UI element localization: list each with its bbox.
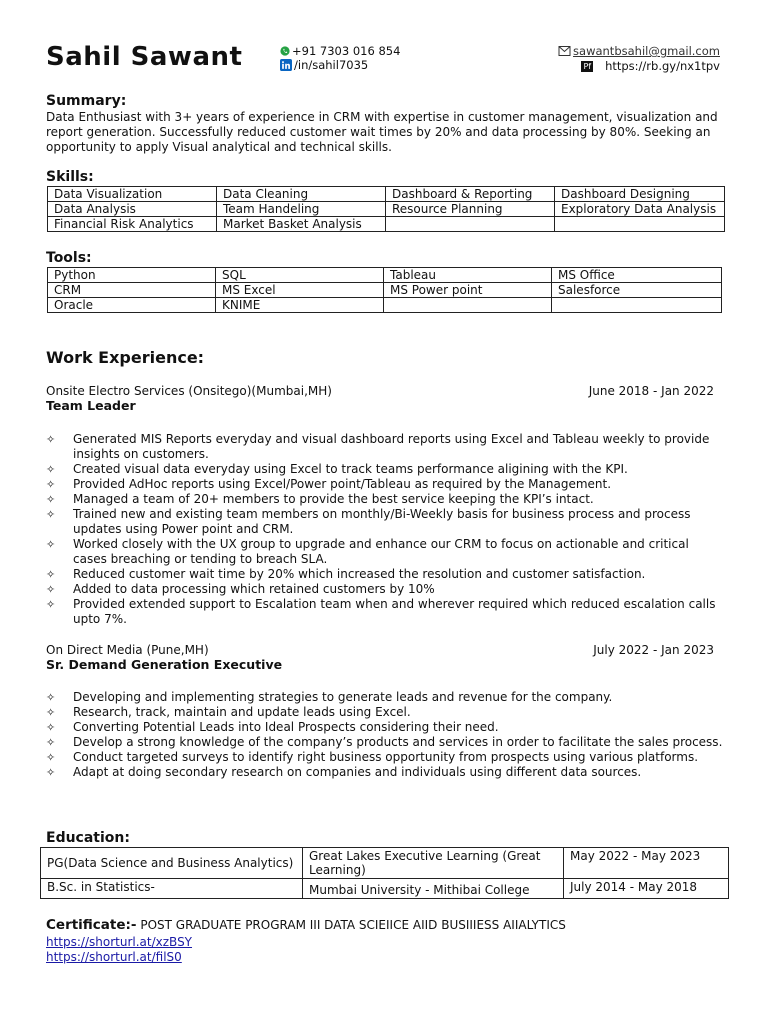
certificate-link[interactable]: https://shorturl.at/filS0 — [46, 950, 182, 964]
list-item: ✧ Trained new and existing team members on monthly/Bi-Weekly basis for business process and process updates using Power point and CRM. — [46, 507, 724, 537]
phone-contact — [280, 44, 400, 58]
tools-cell — [384, 298, 552, 313]
education-degree: B.Sc. in Statistics- — [41, 879, 303, 899]
tools-cell: Python — [48, 268, 216, 283]
list-item: ✧ Developing and implementing strategies to generate leads and revenue for the company. — [46, 690, 724, 705]
skills-cell — [555, 217, 725, 232]
table-row — [48, 202, 725, 217]
list-item: ✧ Added to data processing which retained customers by 10% — [46, 582, 724, 597]
certificate-links — [46, 935, 192, 965]
tools-cell: MS Excel — [216, 283, 384, 298]
mail-icon — [558, 46, 571, 56]
work-heading: Work Experience: — [46, 348, 205, 367]
list-item: ✧ Created visual data everyday using Excel to track teams performance aligining with the KPI. — [46, 462, 724, 477]
skills-cell — [386, 217, 555, 232]
job-bullets — [46, 432, 724, 627]
job-role: Sr. Demand Generation Executive — [46, 657, 283, 672]
skills-heading: Skills: — [46, 169, 94, 185]
skills-cell: Resource Planning — [386, 202, 555, 217]
skills-cell: Dashboard & Reporting — [386, 187, 555, 202]
phone-number: +91 7303 016 854 — [292, 44, 401, 58]
list-item: ✧ Provided AdHoc reports using Excel/Power point/Tableau as required by the Management. — [46, 477, 724, 492]
linkedin-handle[interactable]: /in/sahil7035 — [294, 58, 369, 72]
table-row — [41, 879, 729, 899]
portfolio-contact[interactable] — [581, 59, 720, 73]
job-dates: July 2022 - Jan 2023 — [593, 643, 714, 657]
education-degree: PG(Data Science and Business Analytics) — [41, 848, 303, 879]
table-row — [48, 283, 722, 298]
tools-cell: Salesforce — [552, 283, 722, 298]
list-item: ✧ Provided extended support to Escalation team when and wherever required which reduced escalation calls upto 7%. — [46, 597, 724, 627]
summary-heading: Summary: — [46, 93, 127, 109]
skills-cell: Dashboard Designing — [555, 187, 725, 202]
candidate-name: Sahil Sawant — [46, 42, 243, 72]
education-table — [40, 847, 729, 899]
list-item: ✧ Conduct targeted surveys to identify right business opportunity from prospects using various platforms. — [46, 750, 724, 765]
list-item: ✧ Managed a team of 20+ members to provide the best service keeping the KPI’s intact. — [46, 492, 724, 507]
list-item: ✧ Research, track, maintain and update leads using Excel. — [46, 705, 724, 720]
summary-text: Data Enthusiast with 3+ years of experience in CRM with expertise in customer management, visualization and report generation. Successfully reduced customer wait times by 20% and data processing by 80%. Seeking an opportunity to apply Visual analytical and technical skills. — [46, 110, 718, 154]
job-dates: June 2018 - Jan 2022 — [588, 384, 714, 398]
skills-cell: Data Analysis — [48, 202, 217, 217]
list-item: ✧ Worked closely with the UX group to upgrade and enhance our CRM to focus on actionable and critical cases breaching or tending to breach SLA. — [46, 537, 724, 567]
certificate-title: POST GRADUATE PROGRAM III DATA SCIEIICE AIID BUSIIIESS AIIALYTICS — [136, 918, 566, 932]
tools-table — [47, 267, 722, 313]
linkedin-contact[interactable] — [280, 58, 368, 72]
list-item: ✧ Develop a strong knowledge of the company’s products and services in order to facilitate the sales process. — [46, 735, 724, 750]
list-item: ✧ Reduced customer wait time by 20% which increased the resolution and customer satisfaction. — [46, 567, 724, 582]
education-dates: July 2014 - May 2018 — [564, 879, 729, 899]
table-row — [48, 217, 725, 232]
tools-cell: MS Office — [552, 268, 722, 283]
list-item: ✧ Adapt at doing secondary research on companies and individuals using different data sources. — [46, 765, 724, 780]
skills-table — [47, 186, 725, 232]
education-heading: Education: — [46, 830, 130, 846]
skills-cell: Exploratory Data Analysis — [555, 202, 725, 217]
certificate-link[interactable]: https://shorturl.at/xzBSY — [46, 935, 193, 949]
skills-cell: Data Visualization — [48, 187, 217, 202]
skills-cell: Financial Risk Analytics — [48, 217, 217, 232]
skills-cell: Team Handeling — [217, 202, 386, 217]
education-institution: Mumbai University - Mithibai College — [303, 879, 564, 899]
tools-cell — [552, 298, 722, 313]
job-entry — [46, 643, 714, 672]
job-company: On Direct Media (Pune,MH) — [46, 643, 209, 657]
whatsapp-icon — [280, 46, 290, 56]
certificate-label: Certificate:- — [46, 917, 137, 933]
portfolio-link[interactable]: https://rb.gy/nx1tpv — [605, 59, 720, 73]
job-company: Onsite Electro Services (Onsitego)(Mumbai,MH) — [46, 384, 332, 398]
tools-cell: CRM — [48, 283, 216, 298]
portfolio-badge-icon: Pf — [583, 61, 592, 71]
table-row — [48, 187, 725, 202]
list-item: ✧ Converting Potential Leads into Ideal Prospects considering their need. — [46, 720, 724, 735]
email-contact[interactable] — [558, 44, 720, 58]
education-dates: May 2022 - May 2023 — [564, 848, 729, 879]
education-institution: Great Lakes Executive Learning (Great Learning) — [303, 848, 564, 879]
linkedin-icon — [280, 59, 292, 71]
job-entry — [46, 384, 714, 413]
tools-cell: KNIME — [216, 298, 384, 313]
tools-cell: MS Power point — [384, 283, 552, 298]
tools-cell: Oracle — [48, 298, 216, 313]
tools-heading: Tools: — [46, 250, 92, 266]
skills-cell: Data Cleaning — [217, 187, 386, 202]
certificate-line — [46, 917, 566, 933]
table-row — [48, 268, 722, 283]
email-link[interactable]: sawantbsahil@gmail.com — [573, 44, 720, 58]
skills-cell: Market Basket Analysis — [217, 217, 386, 232]
job-role: Team Leader — [46, 398, 136, 413]
table-row — [48, 298, 722, 313]
job-header — [46, 384, 714, 398]
job-header — [46, 643, 714, 657]
job-bullets — [46, 690, 724, 780]
tools-cell: SQL — [216, 268, 384, 283]
table-row — [41, 848, 729, 879]
list-item: ✧ Generated MIS Reports everyday and visual dashboard reports using Excel and Tableau weekly to provide insights on customers. — [46, 432, 724, 462]
tools-cell: Tableau — [384, 268, 552, 283]
